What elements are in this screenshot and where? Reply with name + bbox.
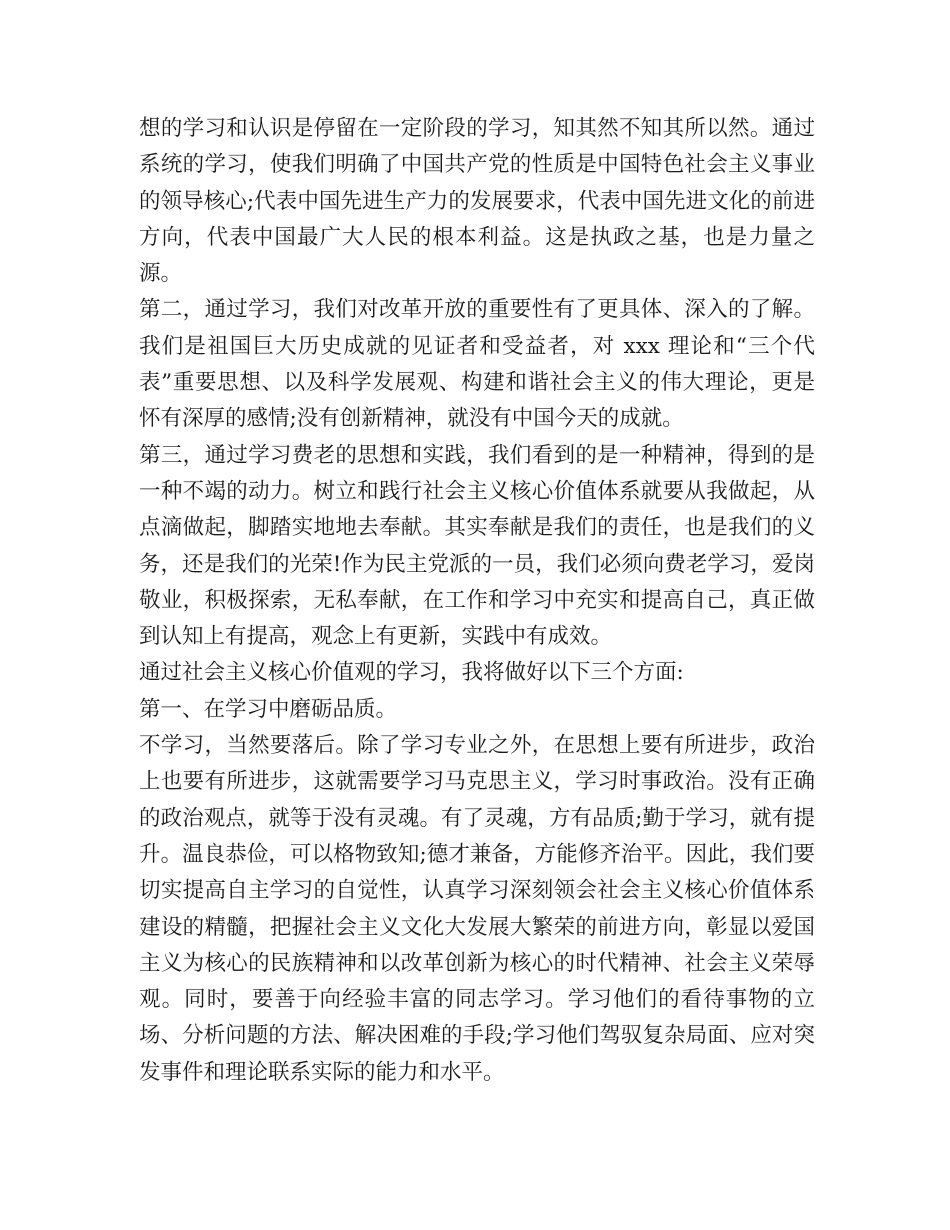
paragraph-6: 不学习，当然要落后。除了学习专业之外，在思想上要有所进步，政治上也要有所进步，这就需要学习马克思主义，学习时事政治。没有正确的政治观点，就等于没有灵魂。有了灵魂，方有品质;勤于学习，就有提升。温良恭俭，可以格物致知;德才兼备，方能修齐治平。因此，我们要切实提高自主学习的自觉性，认真学习深刻领会社会主义核心价值体系建设的精髓，把握社会主义文化大发展大繁荣的前进方向，彰显以爱国主义为核心的民族精神和以改革创新为核心的时代精神、社会主义荣辱观。同时，要善于向经验丰富的同志学习。学习他们的看待事物的立场、分析问题的方法、解决困难的手段;学习他们驾驭复杂局面、应对突发事件和理论联系实际的能力和水平。 [139,733,815,1085]
paragraph-3: 第三，通过学习费老的思想和实践，我们看到的是一种精神，得到的是一种不竭的动力。树立和践行社会主义核心价值体系就要从我做起，从点滴做起，脚踏实地地去奉献。其实奉献是我们的责任，也是我们的义务，还是我们的光荣!作为民主党派的一员，我们必须向费老学习，爱岗敬业，积极探索，无私奉献，在工作和学习中充实和提高自己，真正做到认知上有提高，观念上有更新，实践中有成效。 [139,442,815,650]
document-page [139,111,815,1091]
paragraph-4: 通过社会主义核心价值观的学习，我将做好以下三个方面: [139,660,684,686]
paragraph-1: 想的学习和认识是停留在一定阶段的学习，知其然不知其所以然。通过系统的学习，使我们明确了中国共产党的性质是中国特色社会主义事业的领导核心;代表中国先进生产力的发展要求，代表中国先进文化的前进方向，代表中国最广大人民的根本利益。这是执政之基，也是力量之源。 [139,116,815,287]
paragraph-5-heading: 第一、在学习中磨砺品质。 [139,696,398,722]
paragraph-2: 第二，通过学习，我们对改革开放的重要性有了更具体、深入的了解。我们是祖国巨大历史成就的见证者和受益者，对 xxx 理论和“三个代表”重要思想、以及科学发展观、构建和谐社会主义的伟大理论，更是怀有深厚的感情;没有创新精神，就没有中国今天的成就。 [139,297,815,432]
